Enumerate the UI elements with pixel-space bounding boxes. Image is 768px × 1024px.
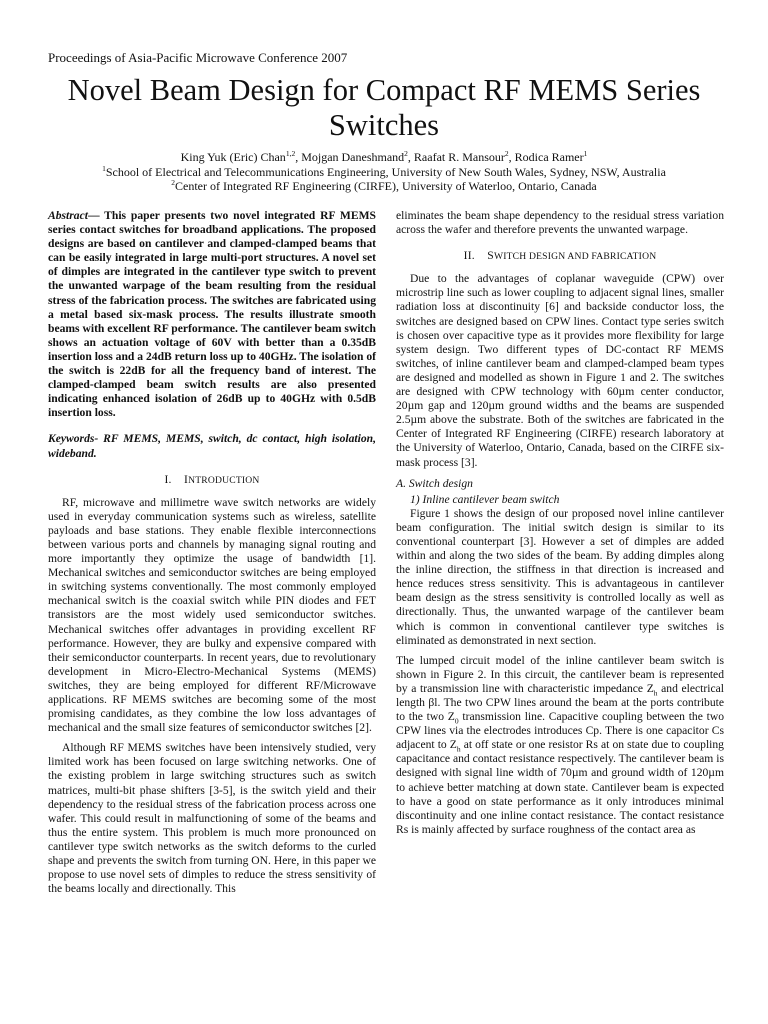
keywords: Keywords- RF MEMS, MEMS, switch, dc contact, high isolation, wideband. bbox=[48, 432, 376, 460]
author-4: , Rodica Ramer bbox=[508, 150, 584, 164]
section-1-initial: I bbox=[184, 472, 189, 486]
p3-part-d: at off state or one resistor Rs at on state due to coupling capacitance and contact resistance respectively. The cantilever beam is designed with signal line width of 70µm and ground width of 120µm to achieve better matching at down state. Cantilever beam is expected to have a good on state performance as it only introduces minimal discontinuity and one inline contact resistance. The contact resistance Rs is mainly affected by surface roughness of the contact area as bbox=[396, 738, 724, 836]
section-2-initial: S bbox=[487, 249, 494, 263]
title-line-1: Novel Beam Design for Compact RF MEMS Series bbox=[67, 73, 701, 107]
subsubsection-1-heading: 1) Inline cantilever beam switch bbox=[410, 492, 560, 506]
section-1-title: NTRODUCTION bbox=[188, 474, 260, 486]
author-4-affil: 1 bbox=[583, 149, 588, 158]
abstract bbox=[48, 209, 376, 420]
proceedings-header: Proceedings of Asia-Pacific Microwave Conference 2007 bbox=[48, 50, 348, 65]
section-1-numeral: I. bbox=[164, 472, 172, 486]
zh-subscript: h bbox=[653, 688, 658, 698]
section-2-title: WITCH DESIGN AND FABRICATION bbox=[493, 251, 657, 263]
abstract-label: Abstract bbox=[48, 209, 88, 222]
section-heading-introduction bbox=[48, 473, 376, 488]
left-column bbox=[48, 209, 376, 896]
section-2-numeral: II. bbox=[463, 249, 475, 263]
continuation-paragraph: eliminates the beam shape dependency to the residual stress variation across the wafer and therefore prevents the unwanted warpage. bbox=[396, 209, 724, 237]
author-block bbox=[40, 150, 728, 194]
p3-part-b: and electrical length βl. The two CPW lines around the beam at the ports contribute to the two Z bbox=[396, 681, 724, 724]
abstract-text: This paper presents two novel integrated RF MEMS series contact switches for broadband applications. The proposed designs are based on cantilever and clamped-clamped beams that can be easily integrated in large multi-port structures. A novel set of dimples are integrated in the cantilever type switch to prevent the unwanted warpage of the beam resulting from the residual stress of the fabrication process. The switches are fabricated using a metal based six-mask process. The results illustrate smooth beams with excellent RF performance. The cantilever beam switch shows an actuation voltage of 60V with better than a 0.35dB insertion loss and a 24dB return loss up to 40GHz. The isolation of the switch is 22dB for all the frequency band of interest. The clamped-clamped beam switch results are also presented indicating enhanced isolation of 26dB up to 40GHz with 0.5dB insertion loss. bbox=[48, 209, 376, 420]
author-3-affil: 2 bbox=[504, 149, 509, 158]
z0-subscript: 0 bbox=[454, 716, 459, 726]
p3-part-c: transmission line. Capacitive coupling between the two CPW lines via the electrodes introduces Cp. There is one capacitor Cs adjacent to Z bbox=[396, 710, 724, 752]
affiliation-1-text: School of Electrical and Telecommunications Engineering, University of New South Wales, Sydney, NSW, Australia bbox=[105, 164, 666, 179]
p3-part-a: The lumped circuit model of the inline cantilever beam switch is shown in Figure 2. In this circuit, the cantilever beam is represented by a transmission line with characteristic impedance Z bbox=[396, 653, 724, 695]
abstract-dash: — bbox=[87, 209, 105, 222]
affiliation-1 bbox=[40, 165, 728, 180]
right-column bbox=[396, 209, 724, 837]
subsection-a-heading: A. Switch design bbox=[396, 476, 473, 490]
paper-title bbox=[40, 73, 728, 143]
author-3: , Raafat R. Mansour bbox=[407, 150, 505, 164]
author-1: King Yuk (Eric) Chan bbox=[180, 150, 286, 164]
intro-paragraph-2: Although RF MEMS switches have been intensively studied, very limited work has been focused on large switching networks. One of the existing problem in large switching structures such as switch matrices, multi-bit phase shifters [3-5], is the switch yield and their dependency to the residual stress of the fabrication process across one wafer. This could result in malfunctioning of some of the beams and thus the entire system. This problem is much more pronounced on cantilever type switch networks as the switch deforms to the curled shape and prevents the switch from turning ON. Here, in this paper we propose to use novel sets of dimples to reduce the stress sensitivity of the beams locally and directionally. This bbox=[48, 741, 376, 896]
author-names bbox=[40, 150, 728, 165]
affiliation-2 bbox=[40, 179, 728, 194]
switch-paragraph-3 bbox=[396, 654, 724, 837]
section-heading-switch-design bbox=[396, 249, 724, 264]
title-line-2: Switches bbox=[328, 108, 440, 142]
switch-paragraph-2: Figure 1 shows the design of our proposed novel inline cantilever beam configuration. The initial switch design is similar to its conventional counterpart [3]. However a set of dimples are added within and along the two sides of the beam. By adding dimples along the inline direction, the stiffness in that direction is increased and hence reduces stress sensitivity. This is advantageous in cantilever beam design as the stress sensitivity is controlled locally as well as directionally. Thus, the unwanted warpage of the cantilever beam which is common in conventional cantilever type switches is eliminated as demonstrated in next section. bbox=[396, 506, 724, 647]
author-2-affil: 2 bbox=[404, 149, 408, 158]
affiliation-1-marker: 1 bbox=[102, 163, 106, 173]
affiliation-2-marker: 2 bbox=[171, 178, 176, 187]
switch-paragraph-1: Due to the advantages of coplanar waveguide (CPW) over microstrip line such as lower coupling to adjacent signal lines, smaller radiation loss at discontinuity [6] and backside conductor loss, the switches are designed based on CPW lines. Contact type series switch is chosen over capacitive type as it provides more flexibility for large system design. Two different types of DC-contact RF MEMS switches, of inline cantilever beam and clamped-clamped beam types are designed and modelled as shown in Figure 1 and 2. The switches are designed with CPW technology with 60µm center conductor, 20µm gap and 120µm ground widths and the beams are suspended 2.5µm above the substrate. Both of the switches are fabricated in the Center of Integrated RF Engineering (CIRFE) research laboratory at the University of Waterloo, Ontario, Canada, based on the CIRFE six-mask process [3]. bbox=[396, 272, 724, 469]
author-2: , Mojgan Daneshmand bbox=[295, 150, 405, 164]
author-1-affil: 1,2 bbox=[285, 149, 296, 158]
affiliation-2-text: Center of Integrated RF Engineering (CIRFE), University of Waterloo, Ontario, Canada bbox=[175, 179, 597, 193]
zh-subscript-2: h bbox=[456, 744, 461, 754]
intro-paragraph-1: RF, microwave and millimetre wave switch networks are widely used in everyday communication systems such as wireless, satellite payloads and base stations. They enable flexible interconnections between various ports and channels by managing signal routing and more importantly they optimize the usage of bandwidth [1]. Mechanical switches and semiconductor switches are being employed in switching systems conventionally. The most commonly employed mechanical switch is the coaxial switch while PIN diodes and FET transistors are the most widely used semiconductor switches. Mechanical switches offer advantages in providing excellent RF performance. However, they are bulky and expensive compared with their semiconductor counterparts. In recent years, due to revolutionary development in Micro-Electro-Mechanical Systems (MEMS) switches, they are being employed for different RF/Microwave applications. RF MEMS switches are becoming some of the most promising candidates, as they combine the low loss advantages of mechanical and the small size features of semiconductor switches [2]. bbox=[48, 495, 376, 735]
